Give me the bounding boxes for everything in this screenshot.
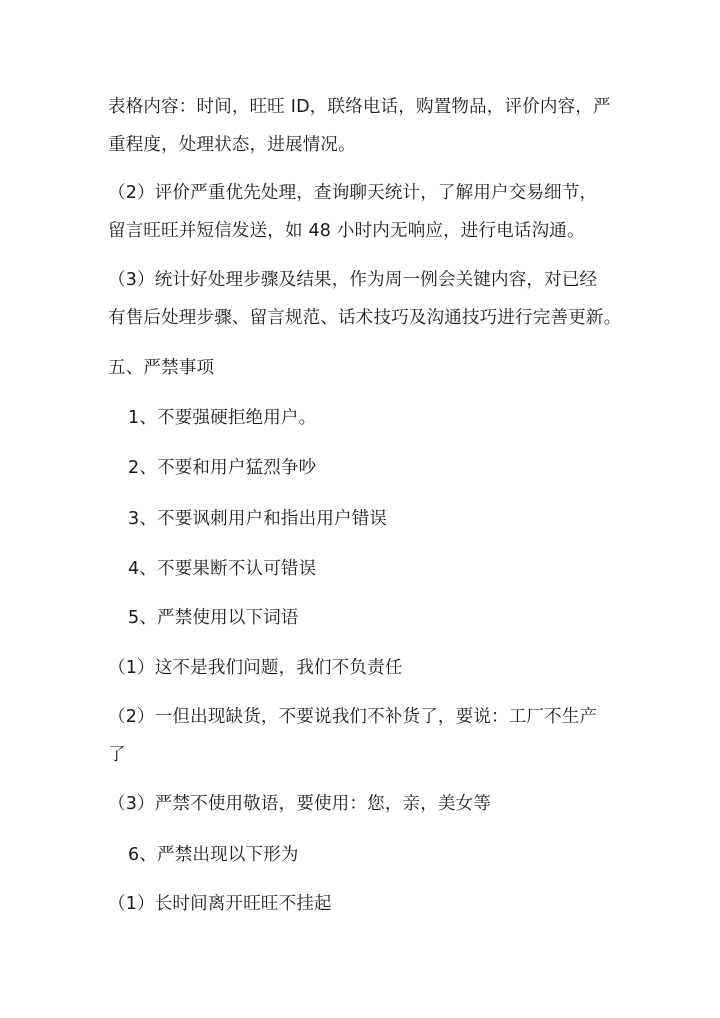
list-item-4: 4、不要果断不认可错误 <box>128 559 317 579</box>
sub-item-3: （3）严禁不使用敬语，要使用：您，亲，美女等 <box>108 794 492 814</box>
sub-item-2-continued: 了 <box>108 745 126 765</box>
list-item-5: 5、严禁使用以下词语 <box>128 608 299 628</box>
sub-item-6-1: （1）长时间离开旺旺不挂起 <box>108 894 332 914</box>
paragraph-line-5: （3）统计好处理步骤及结果，作为周一例会关键内容，对已经 <box>108 270 598 290</box>
paragraph-line-1: 表格内容：时间，旺旺 ID，联络电话，购置物品，评价内容，严 <box>108 97 611 117</box>
section-heading: 五、严禁事项 <box>108 358 215 378</box>
list-item-1: 1、不要强硬拒绝用户。 <box>128 408 317 428</box>
sub-item-2: （2）一但出现缺货，不要说我们不补货了，要说：工厂不生产 <box>108 707 598 727</box>
paragraph-line-2: 重程度，处理状态，进展情况。 <box>108 135 356 155</box>
list-item-2: 2、不要和用户猛烈争吵 <box>128 458 317 478</box>
list-item-3: 3、不要讽刺用户和指出用户错误 <box>128 509 388 529</box>
paragraph-line-4: 留言旺旺并短信发送，如 48 小时内无响应，进行电话沟通。 <box>108 221 585 241</box>
paragraph-line-6: 有售后处理步骤、留言规范、话术技巧及沟通技巧进行完善更新。 <box>108 308 622 328</box>
list-item-6: 6、严禁出现以下形为 <box>128 845 299 865</box>
sub-item-1: （1）这不是我们问题，我们不负责任 <box>108 658 403 678</box>
paragraph-line-3: （2）评价严重优先处理，查询聊天统计，了解用户交易细节， <box>108 183 598 203</box>
